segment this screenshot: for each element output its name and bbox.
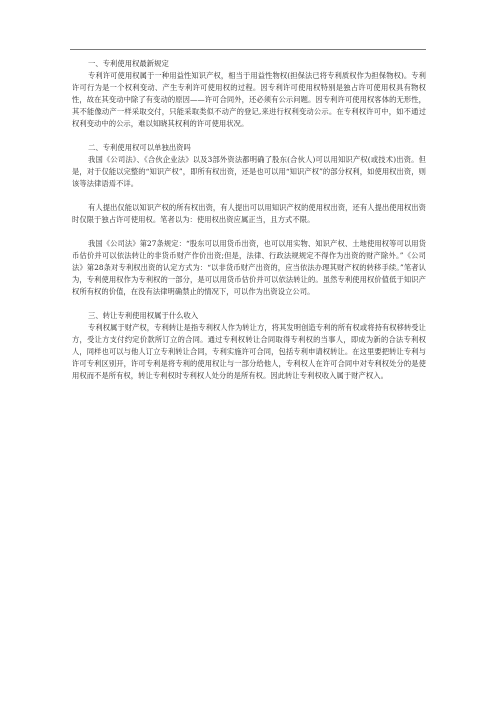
section-spacer: [72, 130, 426, 142]
paragraph: 专利许可使用权属于一种用益性知识产权，相当于用益性物权(担保法已将专利质权作为担保物权)。专利许可行为是一个权利变动、产生专利许可使用权的过程。因专利许可使用权特别是独占许可使用权具有物权性，故在其变动中除了有变动的原因——许可合同外，还必须有公示问题。因专利许可使用权客体的无形性，其不能像动产一样采取交付，只能采取类似不动产的登记,来进行权利变动公示。在专利权许可中，如不通过权利变动中的公示，难以知晓其权利的许可使用状况。: [72, 71, 426, 128]
paragraph: 专利权属于财产权，专利转让是指专利权人作为转让方，将其发明创造专利的所有权或将持有权移转受让方，受让方支付约定价款所订立的合同。通过专利权转让合同取得专利权的当事人，即成为新的合法专利权人，同样也可以与他人订立专利转让合同，专利实施许可合同，包括专利申请权转让。在这里要把转让专利与许可专利区别开，许可专利是将专利的使用权让与一部分给他人，专利权人在许可合同中对专利权处分的是使用权而不是所有权，转让专利权时专利权人处分的是所有权。因此转让专利权收入属于财产权入。: [72, 323, 426, 380]
section-license-transfer-income: [72, 310, 426, 382]
section-patent-license-rules: [72, 58, 426, 130]
paragraph-spacer: [72, 226, 426, 238]
section-spacer: [72, 298, 426, 310]
section-heading: 二、专利使用权可以单独出资吗: [88, 143, 191, 152]
paragraph: 有人提出仅能以知识产权的所有权出资，有人提出可以用知识产权的使用权出资，还有人提出使用权出资时仅限于独占许可使用权。笔者以为：使用权出资应属正当，且方式不限。: [72, 203, 426, 224]
paragraph: 我国《公司法》、《合伙企业法》以及3部外资法都明确了股东(合伙人)可以用知识产权(或技术)出资。但是，对于仅能以完整的“知识产权”，即所有权出资，还是也可以用“知识产权”的部分权利，如使用权出资，则该等法律语焉不详。: [72, 155, 426, 188]
paragraph-spacer: [72, 190, 426, 202]
header-rule: [70, 49, 426, 50]
section-heading: 一、专利使用权最新规定: [88, 59, 169, 68]
section-heading: 三、转让专利使用权属于什么收入: [88, 311, 199, 320]
paragraph: 我国《公司法》第27条规定：“股东可以用货币出资，也可以用实物、知识产权、土地使用权等可以用货币估价并可以依法转让的非货币财产作价出资;但是，法律、行政法规规定不得作为出资的财产除外。”《公司法》第28条对专利权出资的认定方式为：“以非货币财产出资的，应当依法办理其财产权的转移手续。”笔者认为，专利使用权作为专利权的一部分，是可以用货币估价并可以依法转让的。虽然专利使用权价值低于知识产权所有权的价值，在没有法律明确禁止的情况下，可以作为出资设立公司。: [72, 239, 426, 296]
section-license-capital-contribution: [72, 142, 426, 298]
document-body: [72, 58, 426, 382]
